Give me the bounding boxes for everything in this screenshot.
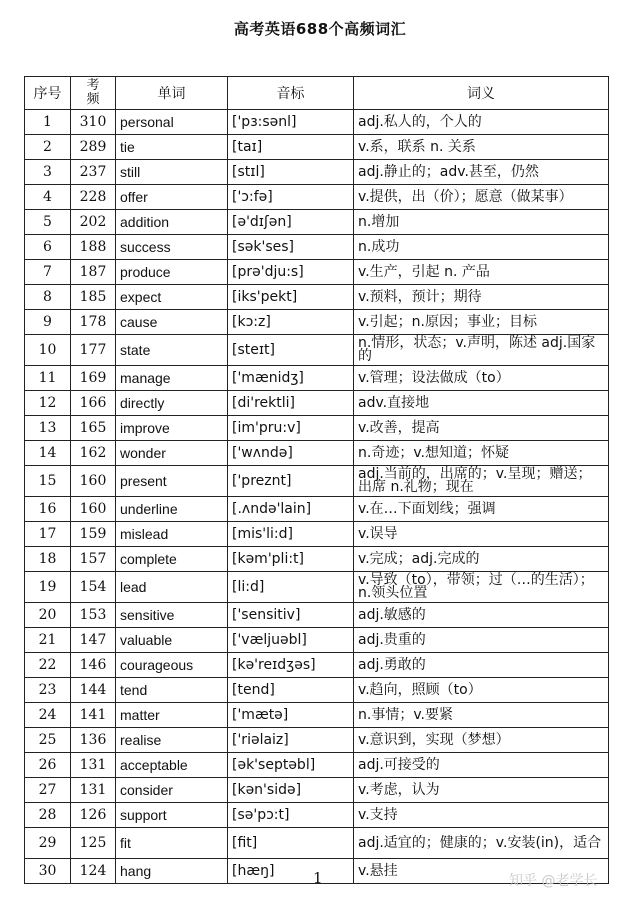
cell-definition: v.改善，提高 (354, 416, 609, 441)
cell-frequency: 188 (71, 235, 116, 260)
cell-number: 3 (25, 160, 71, 185)
cell-frequency: 289 (71, 135, 116, 160)
table-row (25, 441, 609, 466)
cell-number: 27 (25, 778, 71, 803)
cell-phonetic: [stɪl] (228, 160, 354, 185)
table-row (25, 185, 609, 210)
cell-phonetic: ['mætə] (228, 703, 354, 728)
header-phonetic: 音标 (228, 77, 354, 110)
cell-number: 14 (25, 441, 71, 466)
cell-definition: n.成功 (354, 235, 609, 260)
cell-definition: adj.贵重的 (354, 628, 609, 653)
cell-number: 7 (25, 260, 71, 285)
cell-frequency: 228 (71, 185, 116, 210)
cell-word: tend (116, 678, 228, 703)
cell-definition: v.提供，出（价）；愿意（做某事） (354, 185, 609, 210)
cell-word: mislead (116, 522, 228, 547)
cell-word: manage (116, 366, 228, 391)
table-row (25, 160, 609, 185)
cell-word: consider (116, 778, 228, 803)
cell-definition: v.支持 (354, 803, 609, 828)
cell-definition: v.管理；设法做成（to） (354, 366, 609, 391)
cell-definition: v.悬挂 (354, 859, 609, 884)
cell-phonetic: [prə'dju:s] (228, 260, 354, 285)
table-row (25, 110, 609, 135)
cell-number: 8 (25, 285, 71, 310)
cell-definition: v.在…下面划线；强调 (354, 497, 609, 522)
cell-frequency: 185 (71, 285, 116, 310)
header-frequency (71, 77, 116, 110)
cell-frequency: 131 (71, 778, 116, 803)
cell-phonetic: [fit] (228, 828, 354, 859)
cell-definition: v.系，联系 n. 关系 (354, 135, 609, 160)
cell-definition: v.误导 (354, 522, 609, 547)
cell-word: realise (116, 728, 228, 753)
header-word: 单词 (116, 77, 228, 110)
cell-frequency: 160 (71, 466, 116, 497)
table-row (25, 497, 609, 522)
table-row (25, 703, 609, 728)
table-row (25, 603, 609, 628)
cell-phonetic: [kɔ:z] (228, 310, 354, 335)
table-row (25, 416, 609, 441)
table-row (25, 653, 609, 678)
cell-phonetic: ['ɔ:fə] (228, 185, 354, 210)
cell-number: 30 (25, 859, 71, 884)
cell-phonetic: ['mænidʒ] (228, 366, 354, 391)
cell-frequency: 141 (71, 703, 116, 728)
cell-phonetic: [sə'pɔ:t] (228, 803, 354, 828)
table-row (25, 366, 609, 391)
table-row (25, 466, 609, 497)
cell-number: 5 (25, 210, 71, 235)
cell-number: 6 (25, 235, 71, 260)
cell-frequency: 136 (71, 728, 116, 753)
cell-phonetic: [steɪt] (228, 335, 354, 366)
cell-frequency: 126 (71, 803, 116, 828)
cell-phonetic: [mis'li:d] (228, 522, 354, 547)
cell-frequency: 166 (71, 391, 116, 416)
cell-definition: n.情形，状态；v.声明，陈述 adj.国家的 (354, 335, 609, 366)
cell-frequency: 146 (71, 653, 116, 678)
cell-phonetic: [di'rektli] (228, 391, 354, 416)
header-frequency-bottom: 频 (86, 92, 100, 107)
cell-phonetic: [.ʌndə'lain] (228, 497, 354, 522)
cell-definition: v.引起；n.原因；事业；目标 (354, 310, 609, 335)
cell-number: 9 (25, 310, 71, 335)
table-row (25, 210, 609, 235)
cell-word: improve (116, 416, 228, 441)
cell-phonetic: [ə'dɪʃən] (228, 210, 354, 235)
cell-phonetic: ['riəlaiz] (228, 728, 354, 753)
cell-phonetic: ['pɜ:sənl] (228, 110, 354, 135)
cell-frequency: 160 (71, 497, 116, 522)
cell-frequency: 157 (71, 547, 116, 572)
cell-frequency: 162 (71, 441, 116, 466)
cell-definition: v.意识到，实现（梦想） (354, 728, 609, 753)
table-row (25, 522, 609, 547)
cell-definition: n.奇迹；v.想知道；怀疑 (354, 441, 609, 466)
cell-phonetic: [ək'septəbl] (228, 753, 354, 778)
cell-definition: adj.静止的；adv.甚至，仍然 (354, 160, 609, 185)
table-header-row (25, 77, 609, 110)
cell-frequency: 144 (71, 678, 116, 703)
header-frequency-top: 考 (86, 78, 100, 93)
table-row (25, 235, 609, 260)
cell-frequency: 165 (71, 416, 116, 441)
cell-word: underline (116, 497, 228, 522)
table-row (25, 547, 609, 572)
cell-phonetic: ['wʌndə] (228, 441, 354, 466)
cell-frequency: 178 (71, 310, 116, 335)
cell-word: present (116, 466, 228, 497)
cell-phonetic: ['preznt] (228, 466, 354, 497)
cell-phonetic: ['sensitiv] (228, 603, 354, 628)
cell-word: wonder (116, 441, 228, 466)
cell-phonetic: [kəm'pli:t] (228, 547, 354, 572)
table-row (25, 753, 609, 778)
table-row (25, 391, 609, 416)
table-row (25, 628, 609, 653)
table-row (25, 803, 609, 828)
header-number: 序号 (25, 77, 71, 110)
cell-frequency: 153 (71, 603, 116, 628)
table-row (25, 335, 609, 366)
cell-frequency: 147 (71, 628, 116, 653)
cell-word: matter (116, 703, 228, 728)
table-row (25, 135, 609, 160)
cell-word: cause (116, 310, 228, 335)
table-row (25, 728, 609, 753)
cell-word: state (116, 335, 228, 366)
cell-frequency: 310 (71, 110, 116, 135)
cell-word: fit (116, 828, 228, 859)
cell-frequency: 154 (71, 572, 116, 603)
cell-definition: adj.敏感的 (354, 603, 609, 628)
cell-word: valuable (116, 628, 228, 653)
cell-word: still (116, 160, 228, 185)
cell-word: acceptable (116, 753, 228, 778)
table-row (25, 572, 609, 603)
cell-definition: n.增加 (354, 210, 609, 235)
cell-number: 24 (25, 703, 71, 728)
cell-word: success (116, 235, 228, 260)
cell-word: lead (116, 572, 228, 603)
cell-word: complete (116, 547, 228, 572)
cell-phonetic: [kən'sidə] (228, 778, 354, 803)
cell-number: 2 (25, 135, 71, 160)
table-row (25, 828, 609, 859)
cell-number: 15 (25, 466, 71, 497)
cell-number: 12 (25, 391, 71, 416)
cell-phonetic: [kə'reɪdʒəs] (228, 653, 354, 678)
cell-frequency: 202 (71, 210, 116, 235)
cell-frequency: 131 (71, 753, 116, 778)
cell-word: expect (116, 285, 228, 310)
cell-number: 1 (25, 110, 71, 135)
table-row (25, 678, 609, 703)
table-row (25, 285, 609, 310)
cell-frequency: 159 (71, 522, 116, 547)
cell-number: 10 (25, 335, 71, 366)
cell-word: courageous (116, 653, 228, 678)
cell-word: addition (116, 210, 228, 235)
cell-frequency: 169 (71, 366, 116, 391)
cell-number: 22 (25, 653, 71, 678)
cell-word: personal (116, 110, 228, 135)
cell-phonetic: [im'pru:v] (228, 416, 354, 441)
cell-phonetic: [iks'pekt] (228, 285, 354, 310)
cell-frequency: 125 (71, 828, 116, 859)
cell-definition: v.导致（to），带领；过（…的生活）；n.领头位置 (354, 572, 609, 603)
cell-frequency: 187 (71, 260, 116, 285)
table-row (25, 778, 609, 803)
cell-word: directly (116, 391, 228, 416)
cell-definition: v.考虑，认为 (354, 778, 609, 803)
cell-word: sensitive (116, 603, 228, 628)
cell-frequency: 124 (71, 859, 116, 884)
watermark: 知乎 @老学长 (509, 873, 598, 889)
cell-number: 13 (25, 416, 71, 441)
cell-phonetic: [taɪ] (228, 135, 354, 160)
cell-definition: v.预料，预计；期待 (354, 285, 609, 310)
cell-definition: adj.勇敢的 (354, 653, 609, 678)
cell-number: 20 (25, 603, 71, 628)
cell-phonetic: [tend] (228, 678, 354, 703)
cell-word: hang (116, 859, 228, 884)
cell-number: 18 (25, 547, 71, 572)
cell-number: 4 (25, 185, 71, 210)
cell-frequency: 237 (71, 160, 116, 185)
cell-number: 23 (25, 678, 71, 703)
cell-definition: v.完成；adj.完成的 (354, 547, 609, 572)
cell-word: support (116, 803, 228, 828)
cell-number: 17 (25, 522, 71, 547)
cell-number: 21 (25, 628, 71, 653)
cell-number: 29 (25, 828, 71, 859)
cell-definition: v.生产，引起 n. 产品 (354, 260, 609, 285)
vocabulary-table (24, 76, 609, 884)
cell-number: 28 (25, 803, 71, 828)
cell-frequency: 177 (71, 335, 116, 366)
cell-number: 26 (25, 753, 71, 778)
cell-definition: adj.适宜的；健康的；v.安装(in)，适合 (354, 828, 609, 859)
cell-phonetic: ['væljuəbl] (228, 628, 354, 653)
cell-word: tie (116, 135, 228, 160)
cell-definition: adj.私人的，个人的 (354, 110, 609, 135)
cell-definition: n.事情；v.要紧 (354, 703, 609, 728)
page-number: 1 (313, 869, 323, 887)
cell-number: 11 (25, 366, 71, 391)
header-definition: 词义 (354, 77, 609, 110)
cell-definition: v.趋向，照顾（to） (354, 678, 609, 703)
cell-definition: adv.直接地 (354, 391, 609, 416)
table-row (25, 260, 609, 285)
document-title: 高考英语688个高频词汇 (233, 20, 407, 38)
cell-definition: adj.当前的，出席的；v.呈现；赠送；出席 n.礼物；现在 (354, 466, 609, 497)
cell-definition: adj.可接受的 (354, 753, 609, 778)
cell-number: 19 (25, 572, 71, 603)
cell-phonetic: [li:d] (228, 572, 354, 603)
cell-phonetic: [sək'ses] (228, 235, 354, 260)
cell-number: 16 (25, 497, 71, 522)
cell-word: offer (116, 185, 228, 210)
cell-word: produce (116, 260, 228, 285)
table-row (25, 310, 609, 335)
cell-number: 25 (25, 728, 71, 753)
cell-phonetic: [hæŋ] (228, 859, 354, 884)
